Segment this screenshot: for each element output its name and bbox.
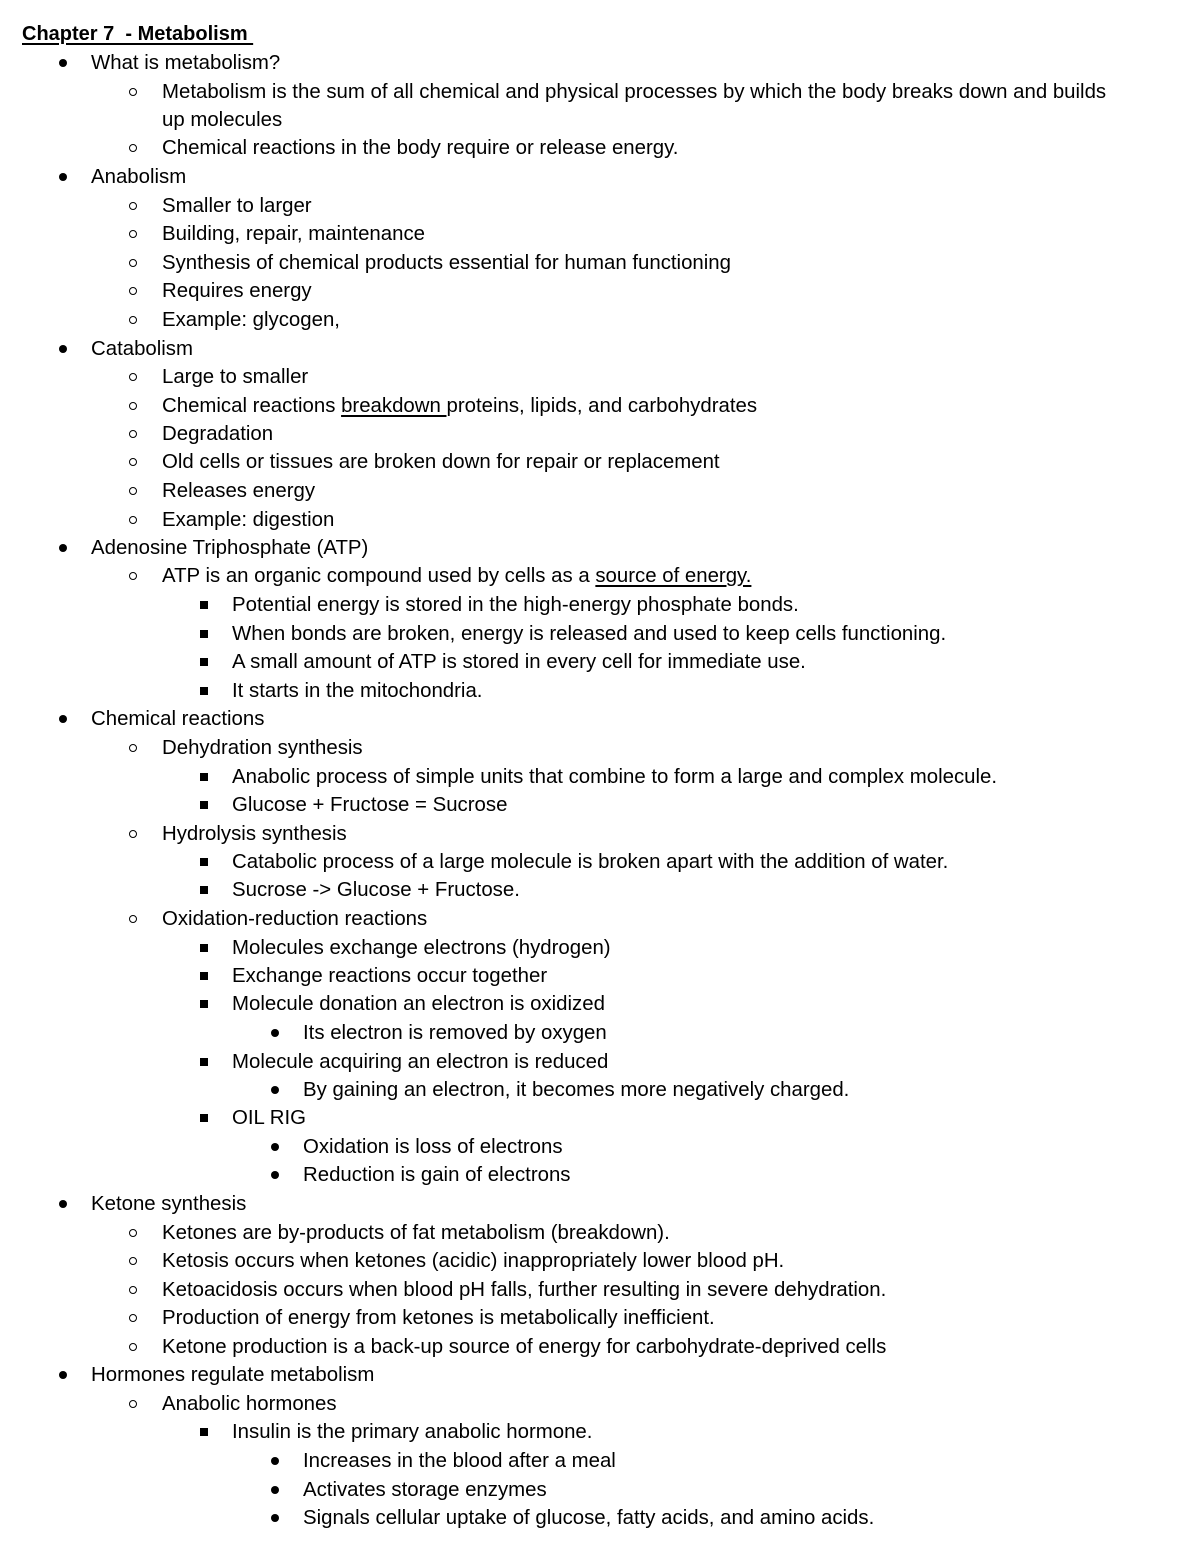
list-item-text: Chemical reactions in the body require or release energy. (162, 137, 679, 159)
list-item-text: Oxidation-reduction reactions (162, 908, 428, 930)
list-item-text (162, 562, 751, 590)
square-bullet-icon (198, 876, 214, 904)
list-item-text: What is metabolism? (91, 52, 281, 74)
circle-bullet-icon (127, 249, 143, 277)
circle-bullet-icon (127, 420, 143, 448)
circle-bullet-icon (127, 220, 143, 248)
list-item-text: Molecule donation an electron is oxidized (232, 993, 605, 1015)
circle-bullet-icon (127, 78, 143, 106)
circle-bullet-icon (127, 1219, 143, 1247)
square-bullet-icon (198, 1418, 214, 1446)
list-item-text: Building, repair, maintenance (162, 223, 425, 245)
disc-bullet-icon (268, 1076, 284, 1104)
disc-bullet-icon (268, 1133, 284, 1161)
disc-bullet-icon (56, 163, 72, 191)
circle-bullet-icon (127, 734, 143, 762)
circle-bullet-icon (127, 363, 143, 391)
circle-bullet-icon (127, 905, 143, 933)
square-bullet-icon (198, 648, 214, 676)
list-item-text: Old cells or tissues are broken down for repair or replacement (162, 451, 720, 473)
square-bullet-icon (198, 1048, 214, 1076)
list-item-text: Glucose + Fructose = Sucrose (232, 794, 508, 816)
list-item-text: Molecule acquiring an electron is reduced (232, 1051, 609, 1073)
list-item-text: Requires energy (162, 280, 312, 302)
list-item-text: Oxidation is loss of electrons (303, 1136, 563, 1158)
list-item-text: Dehydration synthesis (162, 737, 363, 759)
list-item-text: Ketosis occurs when ketones (acidic) inappropriately lower blood pH. (162, 1250, 785, 1272)
square-bullet-icon (198, 962, 214, 990)
list-item-text: Adenosine Triphosphate (ATP) (91, 537, 369, 559)
circle-bullet-icon (127, 1304, 143, 1332)
list-item-text: Ketones are by-products of fat metabolism (breakdown). (162, 1222, 670, 1244)
square-bullet-icon (198, 990, 214, 1018)
list-item-text: Example: digestion (162, 509, 335, 531)
circle-bullet-icon (127, 448, 143, 476)
text-run: ATP is an organic compound used by cells as a (162, 565, 596, 587)
square-bullet-icon (198, 1104, 214, 1132)
list-item-text: Molecules exchange electrons (hydrogen) (232, 937, 611, 959)
text-run: proteins, lipids, and carbohydrates (446, 395, 758, 417)
page-title: Chapter 7 - Metabolism (22, 23, 254, 45)
disc-bullet-icon (268, 1019, 284, 1047)
list-item-text: Degradation (162, 423, 274, 445)
list-item-text: OIL RIG (232, 1107, 307, 1129)
list-item-text: Hormones regulate metabolism (91, 1364, 375, 1386)
underlined-text: breakdown (341, 395, 447, 417)
list-item-text: Smaller to larger (162, 195, 312, 217)
underlined-text: source of energy. (595, 565, 752, 587)
list-item-text: Example: glycogen, (162, 309, 340, 331)
list-item-text: Catabolic process of a large molecule is broken apart with the addition of water. (232, 851, 949, 873)
list-item-text: Anabolic hormones (162, 1393, 337, 1415)
list-item-text: Catabolism (91, 338, 193, 360)
circle-bullet-icon (127, 392, 143, 420)
list-item-text: Anabolism (91, 166, 187, 188)
circle-bullet-icon (127, 277, 143, 305)
circle-bullet-icon (127, 1276, 143, 1304)
list-item-text: A small amount of ATP is stored in every cell for immediate use. (232, 651, 806, 673)
list-item-text: Releases energy (162, 480, 316, 502)
list-item-text: Ketoacidosis occurs when blood pH falls, further resulting in severe dehydration. (162, 1279, 887, 1301)
disc-bullet-icon (56, 705, 72, 733)
circle-bullet-icon (127, 134, 143, 162)
list-item-text: Ketone synthesis (91, 1193, 247, 1215)
list-item-text: Large to smaller (162, 366, 309, 388)
list-item-text: Reduction is gain of electrons (303, 1164, 571, 1186)
circle-bullet-icon (127, 820, 143, 848)
list-item-text: Hydrolysis synthesis (162, 823, 347, 845)
list-item-text: Activates storage enzymes (303, 1479, 547, 1501)
circle-bullet-icon (127, 562, 143, 590)
disc-bullet-icon (56, 49, 72, 77)
square-bullet-icon (198, 848, 214, 876)
square-bullet-icon (198, 763, 214, 791)
square-bullet-icon (198, 791, 214, 819)
list-item-text: When bonds are broken, energy is released and used to keep cells functioning. (232, 623, 947, 645)
list-item-text (162, 392, 757, 420)
circle-bullet-icon (127, 306, 143, 334)
list-item-text: Exchange reactions occur together (232, 965, 548, 987)
disc-bullet-icon (268, 1476, 284, 1504)
circle-bullet-icon (127, 192, 143, 220)
list-item-text: Potential energy is stored in the high-energy phosphate bonds. (232, 594, 799, 616)
list-item-text: Ketone production is a back-up source of energy for carbohydrate-deprived cells (162, 1336, 887, 1358)
circle-bullet-icon (127, 506, 143, 534)
list-item-text: Anabolic process of simple units that combine to form a large and complex molecule. (232, 766, 998, 788)
list-item-text: Insulin is the primary anabolic hormone. (232, 1421, 593, 1443)
circle-bullet-icon (127, 1247, 143, 1275)
list-item-text: up molecules (162, 109, 283, 131)
list-item-text: Its electron is removed by oxygen (303, 1022, 607, 1044)
list-item-text: It starts in the mitochondria. (232, 680, 483, 702)
disc-bullet-icon (56, 1190, 72, 1218)
square-bullet-icon (198, 677, 214, 705)
text-run: Chemical reactions (162, 395, 342, 417)
disc-bullet-icon (268, 1161, 284, 1189)
list-item-text: Signals cellular uptake of glucose, fatty acids, and amino acids. (303, 1507, 875, 1529)
square-bullet-icon (198, 934, 214, 962)
list-item-text: Increases in the blood after a meal (303, 1450, 616, 1472)
disc-bullet-icon (268, 1504, 284, 1532)
disc-bullet-icon (56, 534, 72, 562)
list-item-text: Metabolism is the sum of all chemical and physical processes by which the body breaks down and builds (162, 81, 1107, 103)
circle-bullet-icon (127, 1390, 143, 1418)
circle-bullet-icon (127, 1333, 143, 1361)
disc-bullet-icon (56, 1361, 72, 1389)
list-item-text: Sucrose -> Glucose + Fructose. (232, 879, 520, 901)
list-item-text: Production of energy from ketones is metabolically inefficient. (162, 1307, 715, 1329)
disc-bullet-icon (268, 1447, 284, 1475)
list-item-text: Chemical reactions (91, 708, 265, 730)
circle-bullet-icon (127, 477, 143, 505)
list-item-text: By gaining an electron, it becomes more negatively charged. (303, 1079, 850, 1101)
square-bullet-icon (198, 591, 214, 619)
list-item-text: Synthesis of chemical products essential for human functioning (162, 252, 731, 274)
disc-bullet-icon (56, 335, 72, 363)
square-bullet-icon (198, 620, 214, 648)
